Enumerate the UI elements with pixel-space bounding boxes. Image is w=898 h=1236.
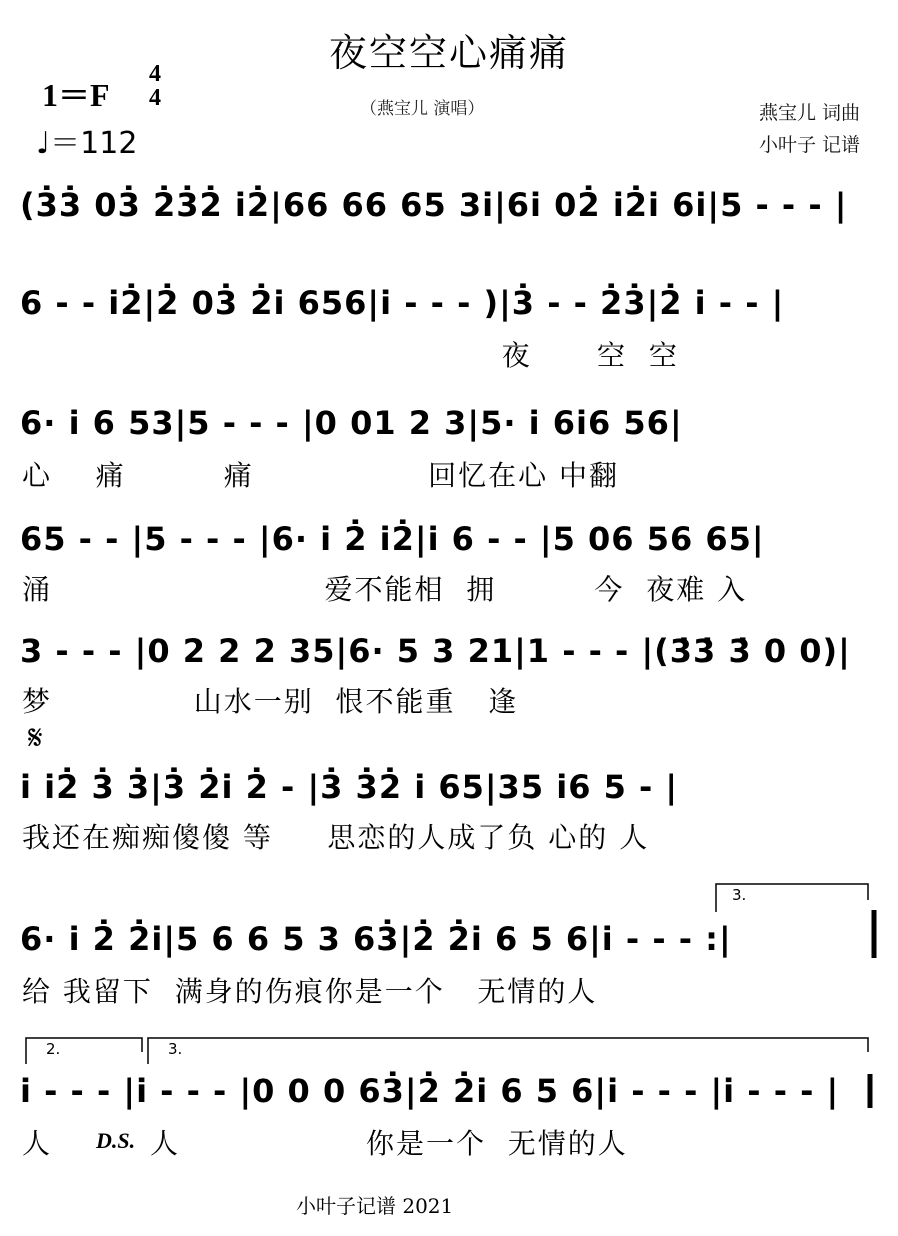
notes-line: 3 - - - |0 2 2 2 35|6· 5 3 21|1 - - - |(3̇3̇ 3̇ 0 0)| bbox=[20, 632, 851, 670]
tempo-marking: ♩＝112 bbox=[36, 126, 138, 161]
notes-line: i - - - |i - - - |0 0 0 63̇|2̇ 2̇i 6 5 6|i - - - |i - - - | bbox=[20, 1072, 840, 1110]
volta-label-3b: 3. bbox=[168, 1040, 183, 1058]
volta-label-3: 3. bbox=[732, 886, 747, 904]
notes-line: i i2̇ 3̇ 3̇|3̇ 2̇i 2̇ - |3̇ 3̇2̇ i 65|35 i6 5 - | bbox=[20, 768, 679, 806]
lyrics-line-2: 夜 空 空 bbox=[22, 339, 679, 372]
lyrics-line-6: 我还在痴痴傻傻 等 思恋的人成了负 心的 人 bbox=[22, 821, 650, 854]
transcriber-credit: 小叶子 记谱 bbox=[758, 134, 860, 156]
notes-line: 65 - - |5 - - - |6· i 2̇ i2̇|i 6 - - |5 06 56 65| bbox=[20, 520, 765, 558]
footer-credit: 小叶子记谱 2021 bbox=[296, 1194, 454, 1218]
segno-sign: 𝄋 bbox=[28, 718, 43, 758]
lyricist-credit: 燕宝儿 词曲 bbox=[758, 102, 860, 124]
notes-line: (3̇3̇ 03̇ 2̇3̇2̇ i2̇|66 66 65 3i|6i 02̇ i2̇i 6i|5 - - - | bbox=[20, 186, 848, 224]
time-signature-top: 4 bbox=[149, 61, 161, 87]
volta-label-2: 2. bbox=[46, 1040, 61, 1058]
lyrics-line-7: 给 我留下 满身的伤痕你是一个 无情的人 bbox=[22, 975, 598, 1008]
time-signature-bottom: 4 bbox=[149, 85, 161, 111]
lyrics-line-3: 心 痛 痛 回忆在心 中翻 bbox=[22, 459, 620, 492]
notes-line: 6· i 2̇ 2̇i|5 6 6 5 3 63̇|2̇ 2̇i 6 5 6|i - - - :| bbox=[20, 920, 732, 958]
lyrics-line-8a: 人 bbox=[22, 1127, 53, 1160]
singer-credit: （燕宝儿 演唱） bbox=[360, 99, 485, 119]
lyrics-line-8c: 你是一个 无情的人 bbox=[366, 1127, 628, 1160]
notes-line: 6· i 6 53|5 - - - |0 01 2 3|5· i 6i6 56| bbox=[20, 404, 683, 442]
lyrics-line-8b: 人 bbox=[150, 1127, 181, 1160]
dal-segno-marking: D.S. bbox=[96, 1128, 136, 1153]
lyrics-line-5: 梦 山水一别 恨不能重 逢 bbox=[22, 685, 519, 718]
key-signature: 1＝F bbox=[42, 77, 110, 113]
notes-line: 6 - - i2̇|2̇ 03̇ 2̇i 656|i - - - )|3̇ - - 2̇3̇|2̇ i - - | bbox=[20, 284, 785, 322]
lyrics-line-4: 涌 爱不能相 拥 今 夜难 入 bbox=[22, 573, 748, 606]
song-title: 夜空空心痛痛 bbox=[328, 31, 569, 75]
